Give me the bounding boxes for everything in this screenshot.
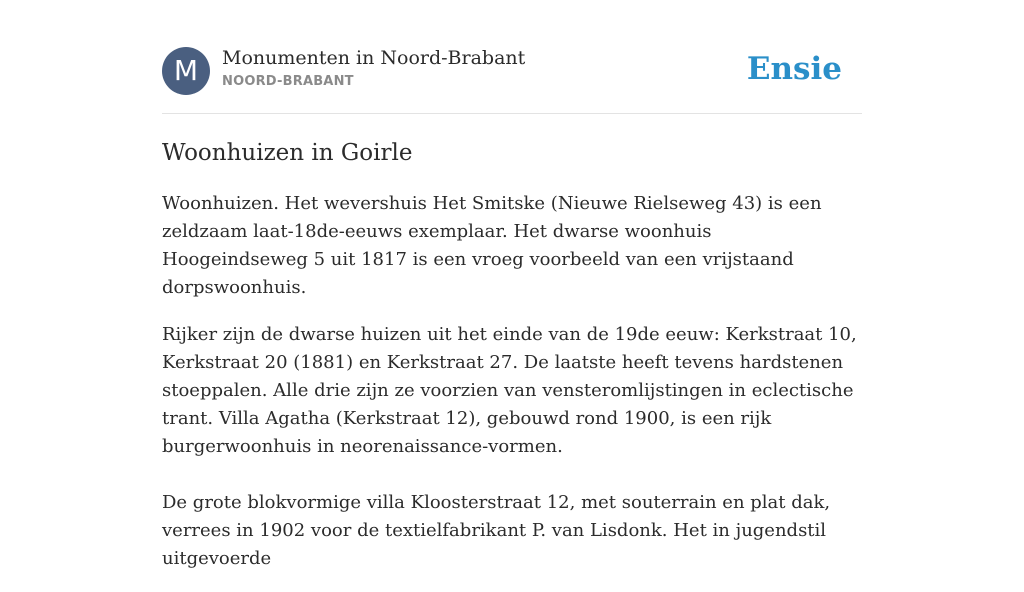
article-paragraph: Woonhuizen. Het wevershuis Het Smitske (Nieuwe Rielseweg 43) is een zeldzaam laat-18de-eeuws exemplaar. Het dwarse woonhuis Hoogeindseweg 5 uit 1817 is een vroeg voorbeeld van een vrijstaand dorpswoonhuis. (162, 193, 822, 298)
page-container (162, 0, 862, 569)
site-header (162, 0, 862, 114)
article-paragraph: De grote blokvormige villa Kloosterstraat 12, met souterrain en plat dak, verrees in 1902 voor de textielfabrikant P. van Lisdonk. Het in jugendstil uitgevoerde (162, 492, 831, 569)
site-subtitle: NOORD-BRABANT (222, 74, 354, 89)
avatar[interactable]: M (162, 47, 210, 95)
article-paragraph: Rijker zijn de dwarse huizen uit het einde van de 19de eeuw: Kerkstraat 10, Kerkstraat 20 (1881) en Kerkstraat 27. De laatste heeft tevens hardstenen stoeppalen. Alle drie zijn ze voorzien van vensteromlijstingen in eclectische trant. Villa Agatha (Kerkstraat 12), gebouwd rond 1900, is een rijk burgerwoonhuis in neorenaissance-vormen. (162, 324, 857, 457)
article-body (162, 190, 862, 592)
site-title[interactable]: Monumenten in Noord-Brabant (222, 47, 526, 69)
article-title: Woonhuizen in Goirle (162, 140, 413, 166)
brand-logo[interactable]: Ensie (746, 51, 842, 87)
